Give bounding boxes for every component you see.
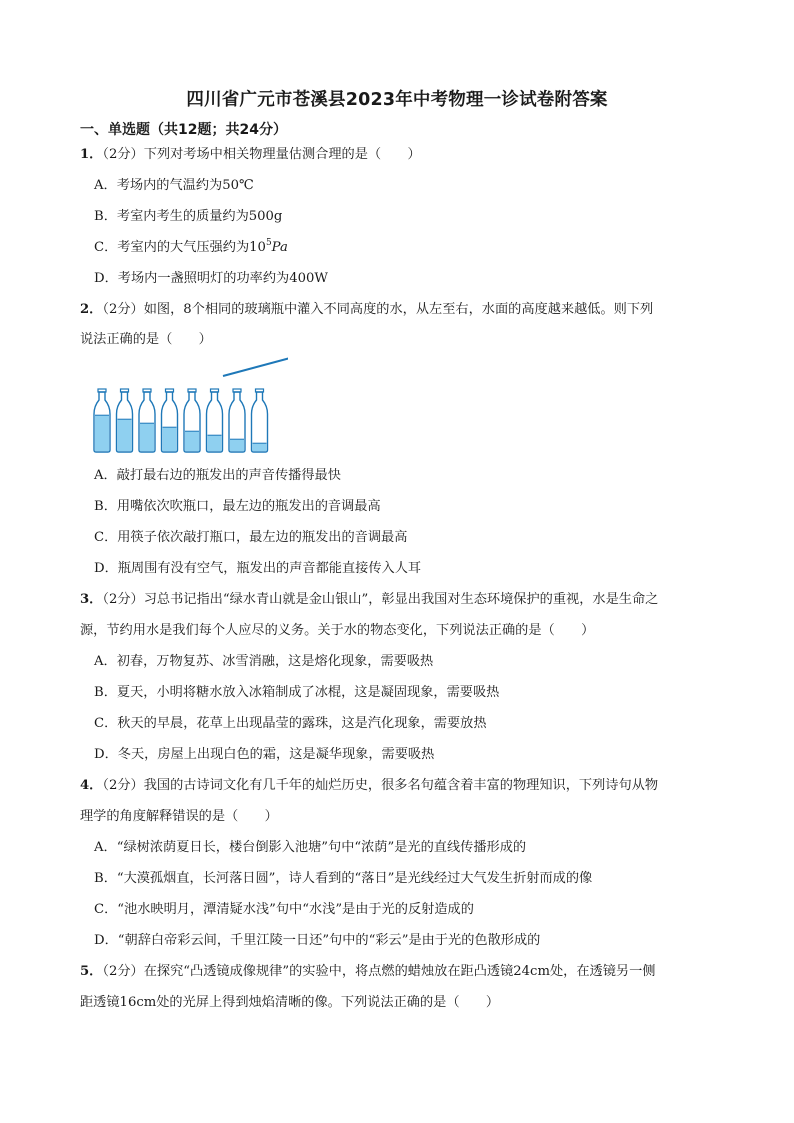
- question-stem: （2分）在探究“凸透镜成像规律”的实验中，将点燃的蜡烛放在距凸透镜24cm处，在透镜另一侧: [102, 964, 656, 979]
- q1-option-d: D．考场内一盏照明灯的功率约为400W: [94, 271, 328, 286]
- bottle-4: [162, 389, 178, 452]
- question-number: 5．: [80, 964, 103, 979]
- question-2-cont: 说法正确的是（ ）: [80, 332, 212, 347]
- question-stem: （2分）习总书记指出“绿水青山就是金山银山”，彰显出我国对生态环境保护的重视，水是生命之: [102, 592, 659, 607]
- question-stem: （2分）下列对考场中相关物理量估测合理的是（ ）: [102, 147, 421, 162]
- exponent: 5: [265, 238, 272, 248]
- q2-option-a: A．敲打最右边的瓶发出的声音传播得最快: [94, 468, 341, 483]
- question-3: [80, 591, 658, 609]
- q2-option-d: D．瓶周围有没有空气，瓶发出的声音都能直接传入人耳: [94, 561, 422, 576]
- question-stem: （2分）我国的古诗词文化有几千年的灿烂历史，很多名句蕴含着丰富的物理知识，下列诗句从物: [102, 778, 659, 793]
- bottle-lip: [166, 389, 174, 392]
- q2-option-b: B．用嘴依次吹瓶口，最左边的瓶发出的音调最高: [94, 499, 381, 514]
- section-heading: 一、单选题（共12题；共24分）: [80, 122, 287, 138]
- page-title: 四川省广元市苍溪县2023年中考物理一诊试卷附答案: [186, 90, 608, 110]
- q4-option-b: B．“大漠孤烟直，长河落日圆”，诗人看到的“落日”是光线经过大气发生折射而成的像: [94, 871, 593, 886]
- water-fill: [253, 443, 267, 451]
- question-4-cont: 理学的角度解释错误的是（ ）: [80, 809, 278, 824]
- q3-option-b: B．夏天，小明将糖水放入冰箱制成了冰棍，这是凝固现象，需要吸热: [94, 685, 500, 700]
- q4-option-a: A．“绿树浓荫夏日长，楼台倒影入池塘”句中“浓荫”是光的直线传播形成的: [94, 840, 527, 855]
- question-stem: （2分）如图，8个相同的玻璃瓶中灌入不同高度的水，从左至右，水面的高度越来越低。则下列: [102, 302, 654, 317]
- water-fill: [95, 415, 109, 451]
- q2-option-c: C．用筷子依次敲打瓶口，最左边的瓶发出的音调最高: [94, 530, 408, 545]
- bottle-lip: [121, 389, 129, 392]
- unit: Pa: [271, 240, 288, 255]
- striking-rod: [223, 358, 288, 376]
- question-number: 1．: [80, 147, 103, 162]
- bottle-lip: [98, 389, 106, 392]
- bottle-7: [229, 389, 245, 452]
- bottle-lip: [211, 389, 219, 392]
- water-fill: [185, 431, 199, 451]
- bottle-8: [252, 389, 268, 452]
- water-fill: [208, 435, 222, 451]
- question-number: 4．: [80, 778, 103, 793]
- bottle-lip: [256, 389, 264, 392]
- bottles-figure: [88, 356, 288, 456]
- water-fill: [140, 423, 154, 451]
- question-5: [80, 963, 655, 981]
- question-2: [80, 301, 653, 319]
- option-text: C．考室内的大气压强约为10: [94, 240, 266, 255]
- bottle-1: [94, 389, 110, 452]
- q3-option-d: D．冬天，房屋上出现白色的霜，这是凝华现象，需要吸热: [94, 747, 435, 762]
- q3-option-a: A．初春，万物复苏、冰雪消融，这是熔化现象，需要吸热: [94, 654, 434, 669]
- question-number: 2．: [80, 302, 103, 317]
- bottle-5: [184, 389, 200, 452]
- water-fill: [163, 427, 177, 451]
- bottle-2: [117, 389, 133, 452]
- question-number: 3．: [80, 592, 103, 607]
- question-5-cont: 距透镜16cm处的光屏上得到烛焰清晰的像。下列说法正确的是（ ）: [80, 995, 500, 1010]
- q3-option-c: C．秋天的早晨，花草上出现晶莹的露珠，这是汽化现象，需要放热: [94, 716, 487, 731]
- water-fill: [118, 419, 132, 451]
- water-fill: [230, 439, 244, 451]
- bottle-lip: [233, 389, 241, 392]
- question-4: [80, 777, 658, 795]
- question-3-cont: 源，节约用水是我们每个人应尽的义务。关于水的物态变化，下列说法正确的是（ ）: [80, 623, 595, 638]
- q1-option-c: [94, 239, 288, 257]
- question-1: [80, 146, 421, 164]
- bottle-lip: [143, 389, 151, 392]
- q4-option-c: C．“池水映明月，潭清疑水浅”句中“水浅”是由于光的反射造成的: [94, 902, 474, 917]
- q1-option-b: B．考室内考生的质量约为500g: [94, 209, 283, 224]
- q4-option-d: D．“朝辞白帝彩云间，千里江陵一日还”句中的“彩云”是由于光的色散形成的: [94, 933, 541, 948]
- q1-option-a: A．考场内的气温约为50℃: [94, 178, 254, 193]
- bottle-lip: [188, 389, 196, 392]
- bottle-3: [139, 389, 155, 452]
- bottle-6: [207, 389, 223, 452]
